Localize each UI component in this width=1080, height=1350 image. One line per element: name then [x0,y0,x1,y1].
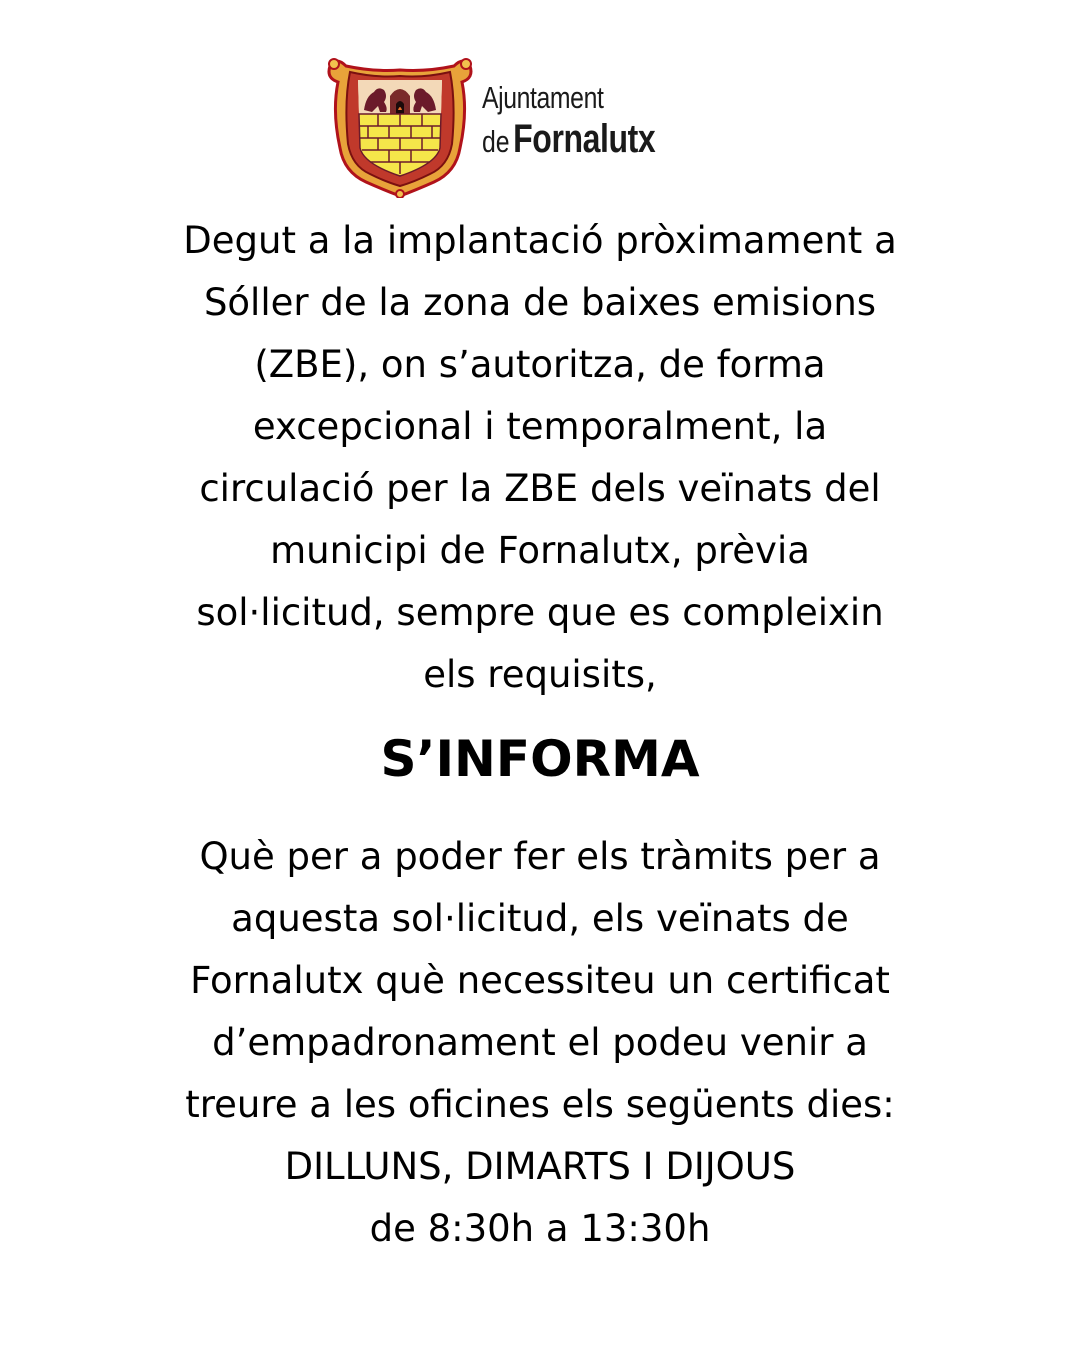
intro-line: sol·licitud, sempre que es compleixin [196,591,884,634]
notice-heading: S’INFORMA [380,730,700,788]
details-line: treure a les oficines els següents dies: [185,1083,895,1126]
organization-name [482,82,722,159]
intro-line: (ZBE), on s’autoritza, de forma [254,343,826,386]
details-line: Què per a poder fer els tràmits per a [199,835,881,878]
intro-line: excepcional i temporalment, la [252,405,828,448]
organization-town: Fornalutx [513,117,656,161]
organization-name-line2 [482,119,674,159]
intro-line: Sóller de la zona de baixes emisions [203,281,877,324]
intro-line: municipi de Fornalutx, prèvia [270,529,810,572]
details-line: aquesta sol·licitud, els veïnats de [231,897,849,940]
organization-name-line1: Ajuntament [482,80,604,115]
intro-line: Degut a la implantació pròximament a [183,219,897,262]
fornalutx-coat-of-arms-icon [326,52,474,198]
details-paragraph [100,826,980,1260]
details-hours: de 8:30h a 13:30h [369,1207,711,1250]
details-days: DILLUNS, DIMARTS I DIJOUS [284,1145,796,1188]
intro-line: els requisits, [423,653,657,696]
organization-prefix: de [482,124,510,159]
header [326,52,706,198]
intro-line: circulació per la ZBE dels veïnats del [199,467,881,510]
details-line: Fornalutx què necessiteu un certificat [190,959,890,1002]
intro-paragraph [100,210,980,706]
details-line: d’empadronament el podeu venir a [212,1021,868,1064]
